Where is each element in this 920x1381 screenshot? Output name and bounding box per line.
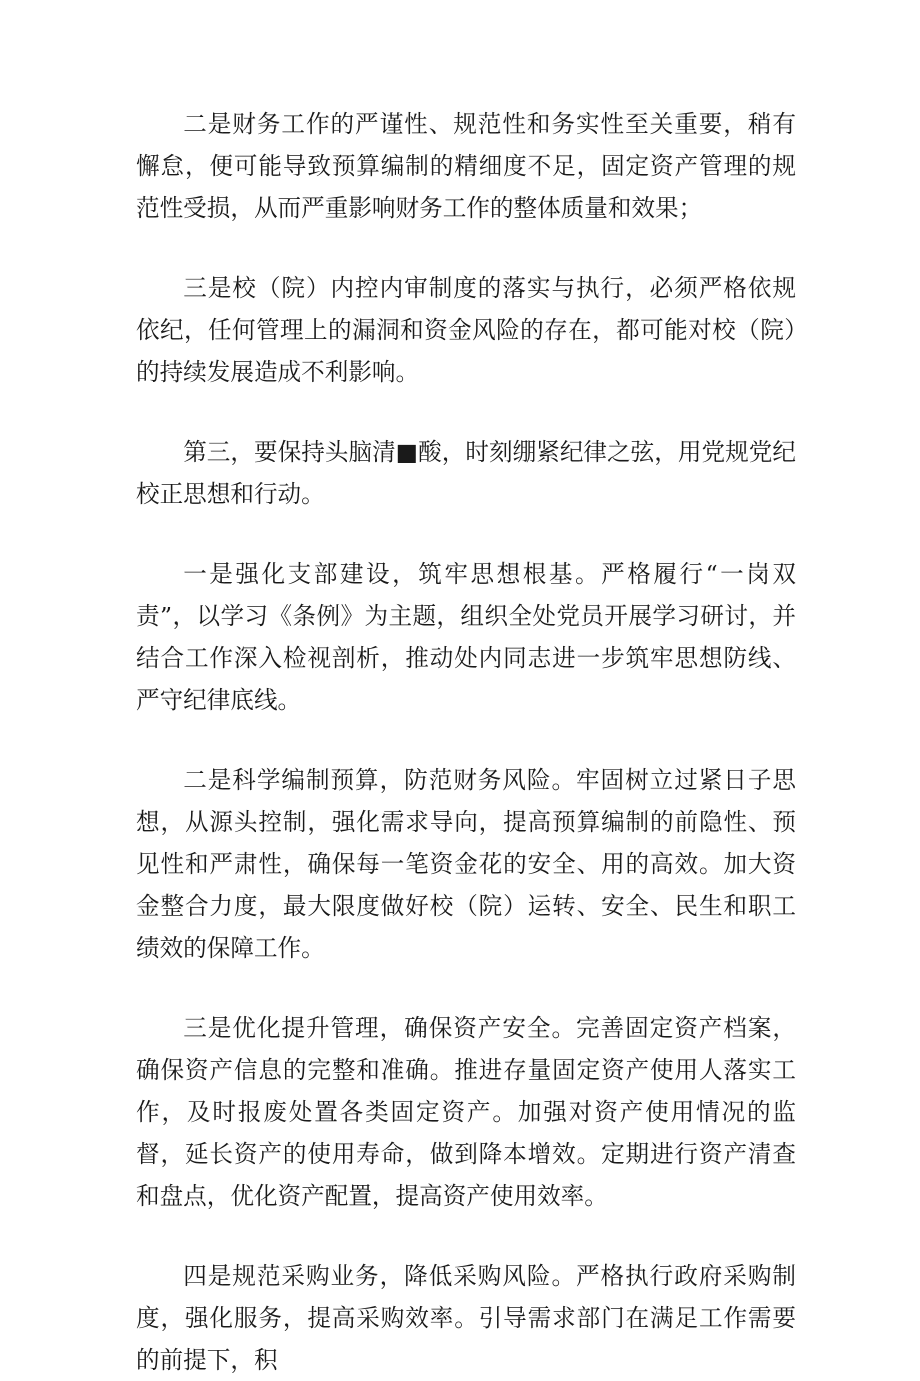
paragraph-branch-building: 一是强化支部建设，筑牢思想根基。严格履行“一岗双责”，以学习《条例》为主题，组织全处党员开展学习研讨，并结合工作深入检视剖析，推动处内同志进一步筑牢思想防线、严守纪律底线。 [136,560,796,714]
paragraph-third-point: 第三，要保持头脑清■酸，时刻绷紧纪律之弦，用党规党纪校正思想和行动。 [136,438,796,508]
paragraph-asset-management: 三是优化提升管理，确保资产安全。完善固定资产档案，确保资产信息的完整和准确。推进存量固定资产使用人落实工作，及时报废处置各类固定资产。加强对资产使用情况的监督，延长资产的使用寿命，做到降本增效。定期进行资产清查和盘点，优化资产配置，提高资产使用效率。 [136,1014,796,1210]
paragraph-budget-planning: 二是科学编制预算，防范财务风险。牢固树立过紧日子思想，从源头控制，强化需求导向，提高预算编制的前隐性、预见性和严肃性，确保每一笔资金花的安全、用的高效。加大资金整合力度，最大限度做好校（院）运转、安全、民生和职工绩效的保障工作。 [136,766,796,962]
paragraph-procurement: 四是规范采购业务，降低采购风险。严格执行政府采购制度，强化服务，提高采购效率。引导需求部门在满足工作需要的前提下，积 [136,1262,796,1374]
paragraph-internal-control: 三是校（院）内控内审制度的落实与执行，必须严格依规依纪，任何管理上的漏洞和资金风险的存在，都可能对校（院）的持续发展造成不利影响。 [136,274,796,386]
paragraph-financial-rigor: 二是财务工作的严谨性、规范性和务实性至关重要，稍有懈怠，便可能导致预算编制的精细度不足，固定资产管理的规范性受损，从而严重影响财务工作的整体质量和效果； [136,110,796,222]
document-body [136,103,796,1381]
